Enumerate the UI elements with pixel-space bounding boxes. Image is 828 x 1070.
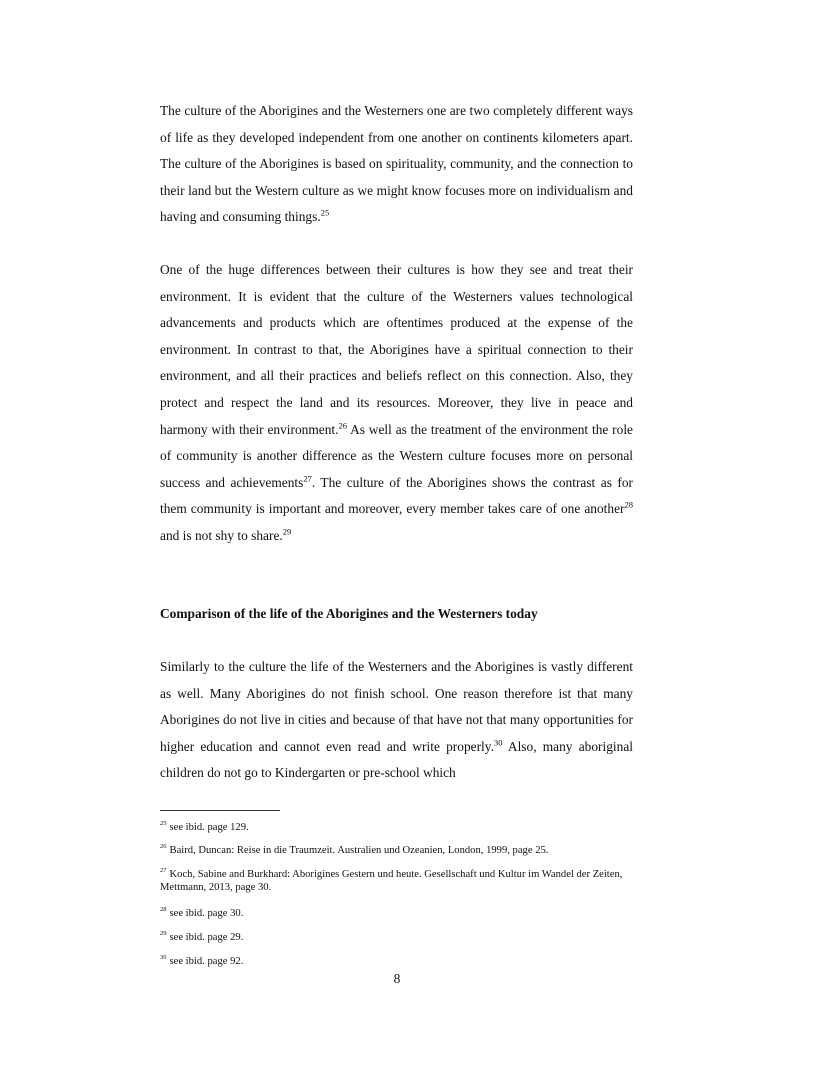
footnote-ref-25[interactable]: 25 xyxy=(320,207,330,218)
footnote-26 xyxy=(160,845,635,858)
footnote-number: 30 xyxy=(160,954,167,962)
footnote-text: Koch, Sabine and Burkhard: Aborigines Gestern und heute. Gesellschaft und Kultur im Wandel der Zeiten, Mettmann, 2013, page 30. xyxy=(160,869,623,893)
footnote-number: 26 xyxy=(160,843,167,851)
footnote-ref-30[interactable]: 30 xyxy=(493,737,503,748)
footnote-ref-28[interactable]: 28 xyxy=(624,499,633,510)
footnote-separator xyxy=(160,810,280,811)
footnote-29 xyxy=(160,932,635,945)
footnote-27 xyxy=(160,869,635,894)
footnote-text: Baird, Duncan: Reise in die Traumzeit. Australien und Ozeanien, London, 1999, page 25. xyxy=(169,845,549,856)
footnote-ref-29[interactable]: 29 xyxy=(282,526,292,537)
section-heading: Comparison of the life of the Aborigines and the Westerners today xyxy=(160,606,538,621)
footnote-number: 29 xyxy=(160,930,167,938)
footnote-text: see ibid. page 92. xyxy=(169,956,244,967)
footnote-ref-26[interactable]: 26 xyxy=(338,420,347,431)
paragraph-life-today: Similarly to the culture the life of the Westerners and the Aborigines is vastly different as well. Many Aborigines do not finish school. One reason therefore ist that many Aborigines do not live in cities and because of that have not that many opportunities for higher education and cannot even read and write properly.$^{30}$ Also, many aboriginal children do not go to Kindergarten or pre-school which xyxy=(160,659,633,781)
footnote-text: see ibid. page 129. xyxy=(169,822,249,833)
footnote-28 xyxy=(160,908,635,921)
footnote-ref-27[interactable]: 27 xyxy=(303,473,312,484)
footnote-number: 25 xyxy=(160,820,167,828)
paragraph-culture-intro: The culture of the Aborigines and the Westerners one are two completely different ways of life as they developed independent from one another on continents kilometers apart. The culture of the Aborigines is based on spirituality, community, and the connection to their land but the Western culture as we might know focuses more on individualism and having and consuming things.$^{25}$ xyxy=(160,103,633,225)
footnote-number: 28 xyxy=(160,906,167,914)
footnote-30 xyxy=(160,956,635,969)
footnote-25 xyxy=(160,822,635,835)
footnote-number: 27 xyxy=(160,867,167,875)
footnote-text: see ibid. page 29. xyxy=(169,932,244,943)
page-number: 8 xyxy=(393,971,401,986)
footnote-text: see ibid. page 30. xyxy=(169,908,244,919)
paragraph-environment-differences: One of the huge differences between their cultures is how they see and treat their environment. It is evident that the culture of the Westerners values technological advancements and products which are oftentimes produced at the expense of the environment. In contrast to that, the Aborigines have a spiritual connection to their environment, and all their practices and beliefs reflect on this connection. Also, they protect and respect the land and its resources. Moreover, they live in peace and harmony with their environment.$^{26}$ As well as the treatment of the environment the role of community is another difference as the Western culture focuses more on personal success and achievements$^{27}$. The culture of the Aborigines shows the contrast as for them community is important and moreover, every member takes care of one another$^{28}$ and is not shy to share.$^{29}$ xyxy=(160,262,633,543)
